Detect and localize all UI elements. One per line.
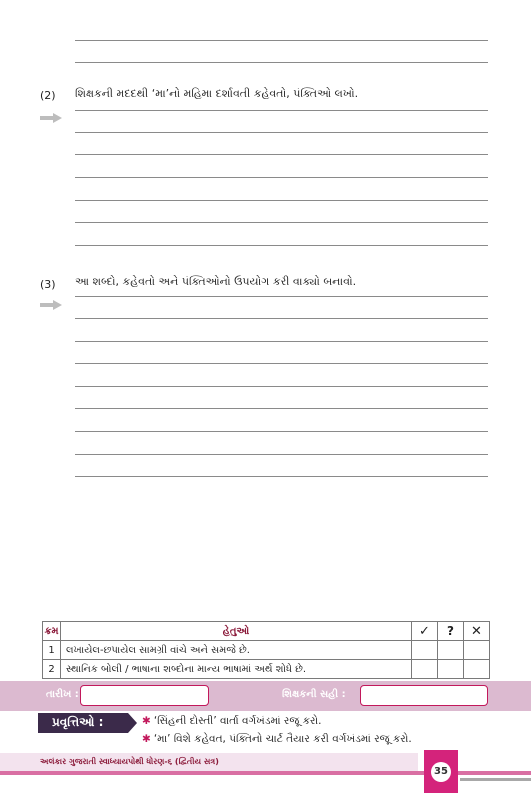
answer-line	[75, 200, 488, 201]
question-cell[interactable]	[438, 660, 464, 679]
check-cell[interactable]	[412, 660, 438, 679]
footer-stripe	[460, 778, 531, 781]
activities-label: પ્રવૃત્તિઓ :	[38, 713, 128, 733]
answer-line	[75, 386, 488, 387]
question-text: આ શબ્દો, કહેવતો અને પંક્તિઓનો ઉપયોગ કરી વાક્યો બનાવો.	[75, 275, 357, 288]
answer-line	[75, 110, 488, 111]
bullet-icon: ✱	[142, 715, 151, 727]
answer-line	[75, 40, 488, 41]
arrow-right-icon	[40, 113, 62, 123]
row-text: લખાયેલ-છપાયેલ સામગ્રી વાંચે અને સમજે છે.	[61, 641, 412, 660]
table-row	[43, 660, 490, 679]
table-row	[43, 641, 490, 660]
check-icon: ✓	[412, 622, 438, 641]
table-header-row	[43, 622, 490, 641]
answer-line	[75, 222, 488, 223]
answer-line	[75, 296, 488, 297]
activity-item: ✱ ‘મા’ વિશે કહેવત, પંક્તિનો ચાર્ટ તૈયાર કરી વર્ગખંડમાં રજૂ કરો.	[142, 733, 412, 745]
objectives-header: હેતુઓ	[61, 622, 412, 641]
question-number: (2)	[40, 89, 56, 102]
answer-line	[75, 341, 488, 342]
question-text: શિક્ષકની મદદથી ‘મા’નો મહિમા દર્શાવતી કહેવતો, પંક્તિઓ લખો.	[75, 87, 359, 100]
arrow-right-icon	[40, 300, 62, 310]
question-mark-icon: ?	[438, 622, 464, 641]
serial-header: ક્રમ	[43, 622, 61, 641]
book-title: અલંકાર ગુજરાતી સ્વાધ્યાયપોથી ધોરણ-૬ (દ્વિતીય સત્ર)	[40, 757, 219, 766]
answer-line	[75, 363, 488, 364]
answer-line	[75, 245, 488, 246]
row-number: 2	[43, 660, 61, 679]
activity-item: ✱ ‘સિંહની દોસ્તી’ વાર્તા વર્ગખંડમાં રજૂ કરો.	[142, 715, 322, 727]
row-text: સ્થાનિક બોલી / ભાષાના શબ્દોના માન્ય ભાષામાં અર્થ શોધે છે.	[61, 660, 412, 679]
answer-line	[75, 62, 488, 63]
teacher-sign-label: શિક્ષકની સહી :	[282, 689, 346, 700]
cross-cell[interactable]	[464, 641, 490, 660]
teacher-sign-field[interactable]	[360, 685, 488, 706]
question-number: (3)	[40, 278, 56, 291]
page-number: 35	[431, 762, 451, 782]
answer-line	[75, 408, 488, 409]
check-cell[interactable]	[412, 641, 438, 660]
date-label: તારીખ :	[46, 689, 79, 700]
row-number: 1	[43, 641, 61, 660]
answer-line	[75, 431, 488, 432]
answer-line	[75, 132, 488, 133]
question-cell[interactable]	[438, 641, 464, 660]
bullet-icon: ✱	[142, 733, 151, 745]
answer-line	[75, 454, 488, 455]
answer-line	[75, 476, 488, 477]
cross-icon: ✕	[464, 622, 490, 641]
date-field[interactable]	[80, 685, 209, 706]
answer-line	[75, 154, 488, 155]
objectives-table	[42, 621, 490, 679]
answer-line	[75, 177, 488, 178]
label-chevron	[128, 713, 137, 733]
answer-line	[75, 318, 488, 319]
cross-cell[interactable]	[464, 660, 490, 679]
